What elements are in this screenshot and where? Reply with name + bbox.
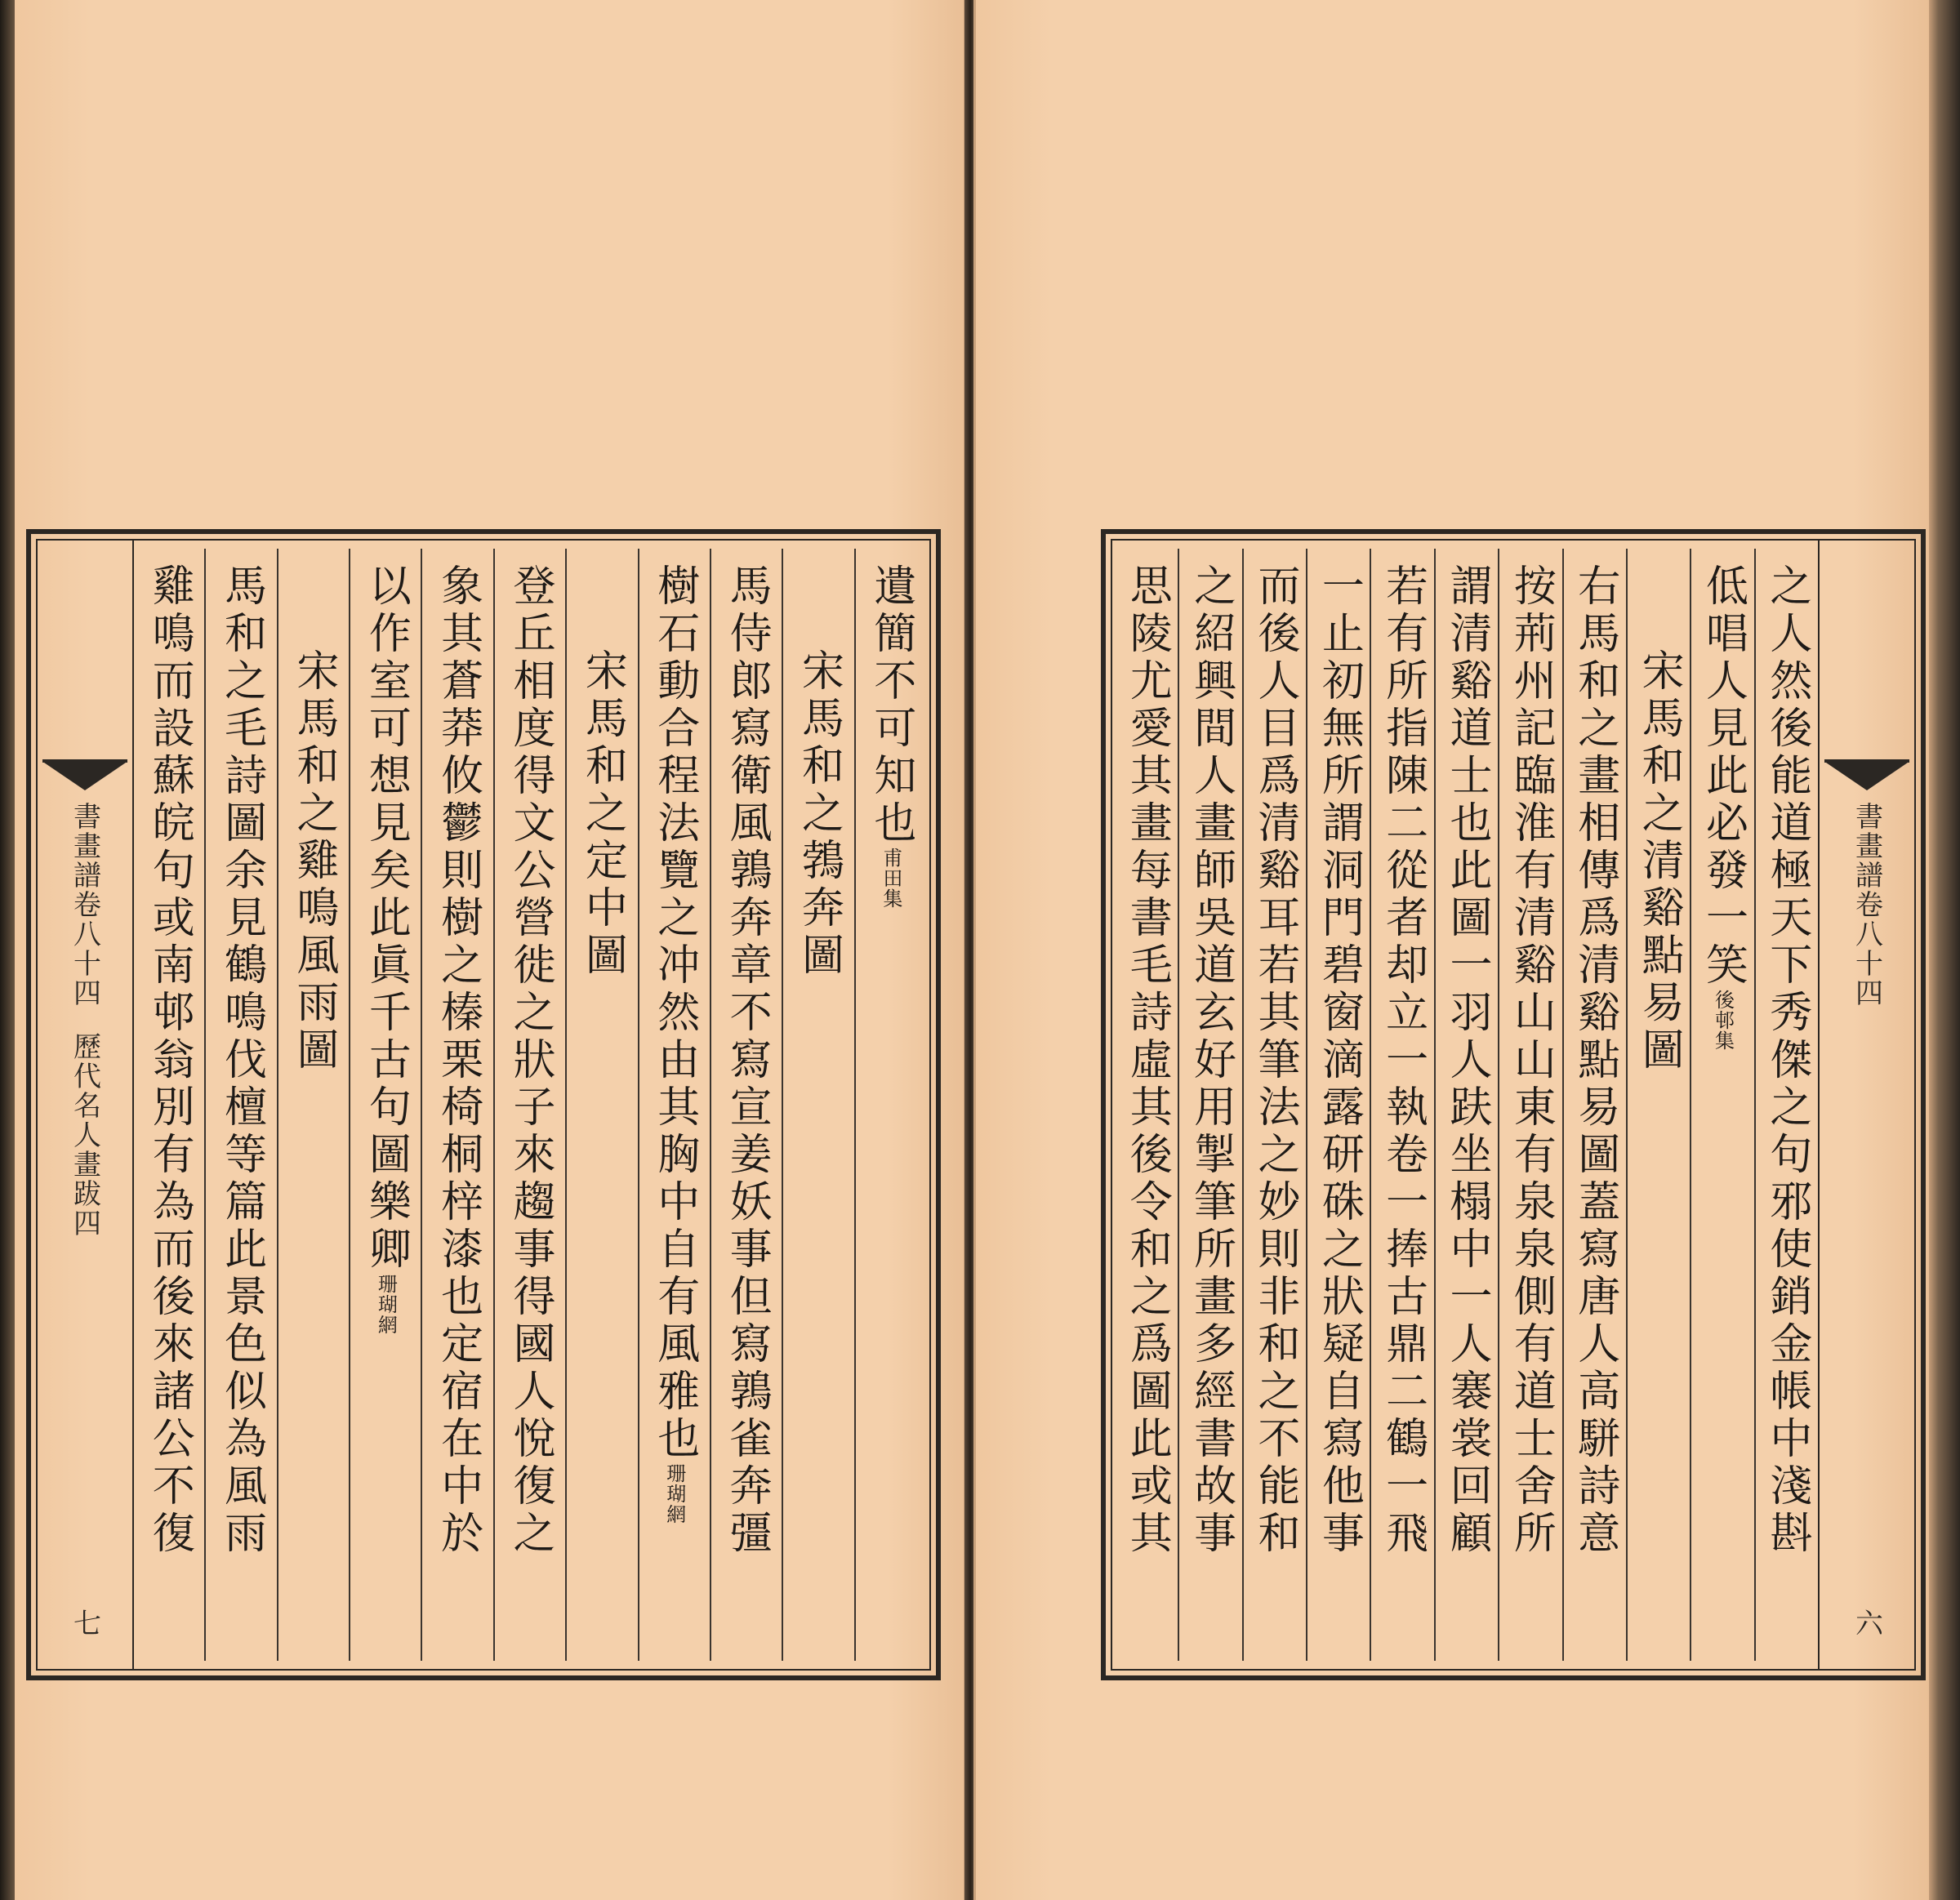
left-margin-title	[38, 802, 132, 1644]
right-margin-book-title: 書畫譜卷八十四	[1850, 802, 1883, 1008]
column-text: 宋馬和之清谿點易圖	[1634, 648, 1684, 1075]
fishtail-icon	[1824, 759, 1909, 795]
column-text: 一止初無所謂洞門碧窗滴露研硃之狀疑自寫他事	[1314, 563, 1364, 1558]
column-text: 之紹興間人畫師吳道玄好用掣筆所畫多經書故事	[1186, 563, 1236, 1558]
left-frame-inner	[36, 539, 931, 1671]
column-text: 若有所指陳二從者却立一執卷一捧古鼎二鶴一飛	[1378, 563, 1428, 1558]
text-column	[493, 549, 565, 1661]
fishtail-icon	[42, 759, 127, 795]
column-text: 馬侍郎寫衛風鶉奔章不寫宣姜妖事但寫鶉雀奔彊	[722, 563, 772, 1558]
column-text: 謂清谿道士也此圖一羽人趺坐榻中一人褰裳回顧	[1442, 563, 1492, 1558]
right-page-number: 六	[1850, 1609, 1883, 1636]
column-text: 遺簡不可知也	[866, 563, 915, 848]
text-column	[1626, 549, 1690, 1661]
column-text: 而後人目爲清谿耳若其筆法之妙則非和之不能和	[1250, 563, 1299, 1558]
text-column	[349, 549, 421, 1661]
text-column	[1562, 549, 1626, 1661]
text-column	[421, 549, 492, 1661]
left-center-margin	[38, 541, 134, 1669]
text-column	[710, 549, 782, 1661]
left-margin-section: 歷代名人畫跋四	[68, 1032, 101, 1238]
column-text: 雞鳴而設蘇皖句或南邨翁別有為而後來諸公不復	[145, 563, 194, 1558]
text-column	[1306, 549, 1370, 1661]
text-column	[134, 549, 204, 1661]
text-column	[1434, 549, 1498, 1661]
right-frame-inner	[1111, 539, 1916, 1671]
column-text: 之人然後能道極天下秀傑之句邪使銷金帳中淺斟	[1762, 563, 1811, 1558]
book-edge-left	[0, 0, 15, 1900]
text-column	[1178, 549, 1241, 1661]
left-text-frame	[26, 529, 941, 1680]
source-note: 珊瑚網	[662, 1463, 686, 1524]
column-text: 按荊州記臨淮有清谿山山東有泉泉側有道士舍所	[1506, 563, 1556, 1558]
text-column	[854, 549, 926, 1661]
text-column	[565, 549, 637, 1661]
column-text: 樹石動合程法覽之冲然由其胸中自有風雅也	[649, 563, 699, 1463]
left-text-columns	[134, 549, 926, 1661]
column-text: 低唱人見此必發一笑	[1698, 563, 1748, 990]
text-column	[638, 549, 710, 1661]
text-column	[782, 549, 853, 1661]
source-note: 後邨集	[1711, 990, 1735, 1051]
column-text: 登丘相度得文公營徙之狀子來趨事得國人悅復之	[506, 563, 555, 1558]
source-note: 珊瑚網	[374, 1274, 398, 1335]
text-column	[1498, 549, 1561, 1661]
column-text: 馬和之毛詩圖余見鶴鳴伐檀等篇此景色似為風雨	[216, 563, 266, 1558]
book-edge-right	[1929, 0, 1960, 1900]
column-text: 右馬和之畫相傳爲清谿點易圖蓋寫唐人高駢詩意	[1570, 563, 1619, 1558]
left-page-number: 七	[68, 1609, 101, 1636]
text-column	[277, 549, 349, 1661]
column-text: 思陵尤愛其畫每書毛詩虛其後令和之爲圖此或其	[1122, 563, 1172, 1558]
text-column	[1370, 549, 1433, 1661]
column-text: 宋馬和之鵓奔圖	[794, 648, 844, 980]
column-text: 宋馬和之定中圖	[577, 648, 627, 980]
column-text: 象其蒼莽攸鬱則樹之榛栗椅桐梓漆也定宿在中於	[433, 563, 483, 1558]
right-margin-title	[1820, 802, 1914, 1644]
column-text: 以作室可想見矣此眞千古句圖樂卿	[361, 563, 411, 1274]
right-center-margin	[1818, 541, 1914, 1669]
left-margin-book-title: 書畫譜卷八十四	[68, 802, 101, 1008]
right-text-columns	[1116, 549, 1818, 1661]
text-column	[1754, 549, 1818, 1661]
text-column	[1116, 549, 1178, 1661]
source-note: 甫田集	[879, 848, 902, 909]
column-text: 宋馬和之雞鳴風雨圖	[288, 648, 338, 1075]
right-text-frame	[1101, 529, 1926, 1680]
text-column	[1690, 549, 1753, 1661]
text-column	[1242, 549, 1306, 1661]
text-column	[204, 549, 276, 1661]
